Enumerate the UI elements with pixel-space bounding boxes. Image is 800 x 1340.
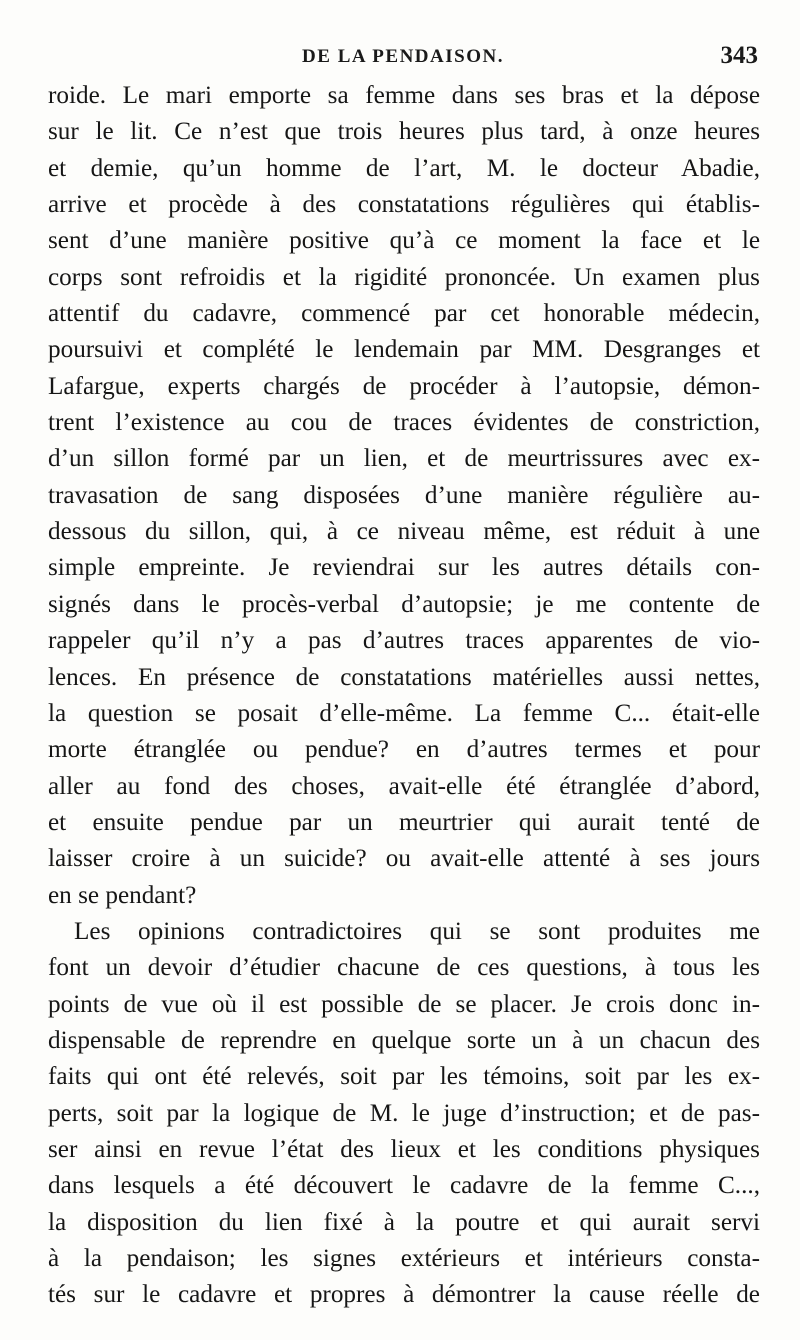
text-line: laisser croire à un suicide? ou avait-elle attenté à ses jours [48, 845, 760, 873]
body-text [48, 78, 760, 1314]
text-line: et demie, qu’un homme de l’art, M. le docteur Abadie, [48, 154, 760, 182]
text-line: dispensable de reprendre en quelque sorte un à un chacun des [48, 1026, 760, 1054]
text-line: à la pendaison; les signes extérieurs et intérieurs consta- [48, 1245, 760, 1272]
text-line: attentif du cadavre, commencé par cet honorable médecin, [48, 300, 760, 328]
text-line: rappeler qu’il n’y a pas d’autres traces apparentes de vio- [48, 627, 760, 655]
text-line: tés sur le cadavre et propres à démontrer la cause réelle de [48, 1281, 760, 1309]
text-line: trent l’existence au cou de traces évidentes de constriction, [48, 409, 760, 437]
text-line: points de vue où il est possible de se placer. Je crois donc in- [48, 990, 760, 1018]
page-number: 343 [720, 42, 758, 69]
text-line: aller au fond des choses, avait-elle été étranglée d’abord, [48, 772, 760, 800]
text-line: Lafargue, experts chargés de procéder à l’autopsie, démon- [48, 372, 760, 400]
text-line: lences. En présence de constatations matérielles aussi nettes, [48, 663, 760, 691]
text-line: la question se posait d’elle-même. La femme C... était-elle [48, 699, 760, 727]
page-header [48, 42, 758, 74]
text-line: la disposition du lien fixé à la poutre et qui aurait servi [48, 1208, 760, 1236]
text-line: simple empreinte. Je reviendrai sur les autres détails con- [48, 554, 760, 582]
text-line: perts, soit par la logique de M. le juge d’instruction; et de pas- [48, 1099, 760, 1127]
paragraph-1 [48, 78, 760, 914]
text-line: font un devoir d’étudier chacune de ces questions, à tous les [48, 954, 760, 982]
text-line: morte étranglée ou pendue? en d’autres termes et pour [48, 736, 760, 764]
text-line: Les opinions contradictoires qui se sont produites me [74, 917, 760, 945]
text-line: travasation de sang disposées d’une manière régulière au- [48, 481, 760, 509]
text-line: poursuivi et complété le lendemain par MM. Desgranges et [48, 336, 760, 364]
text-line: ser ainsi en revue l’état des lieux et les conditions physiques [48, 1135, 760, 1163]
paragraph-2 [48, 914, 760, 1314]
text-line: dans lesquels a été découvert le cadavre de la femme C..., [48, 1172, 760, 1200]
text-line: et ensuite pendue par un meurtrier qui aurait tenté de [48, 808, 760, 836]
text-line: sent d’une manière positive qu’à ce moment la face et le [48, 227, 760, 255]
text-line: dessous du sillon, qui, à ce niveau même, est réduit à une [48, 518, 760, 546]
text-line: sur le lit. Ce n’est que trois heures plus tard, à onze heures [48, 118, 760, 146]
text-line: roide. Le mari emporte sa femme dans ses bras et la dépose [48, 82, 760, 109]
running-title: DE LA PENDAISON. [302, 46, 504, 67]
text-line: faits qui ont été relevés, soit par les témoins, soit par les ex- [48, 1063, 760, 1091]
text-line: corps sont refroidis et la rigidité prononcée. Un examen plus [48, 263, 760, 291]
text-line: en se pendant? [48, 881, 197, 909]
text-line: d’un sillon formé par un lien, et de meurtrissures avec ex- [48, 445, 760, 473]
text-line: arrive et procède à des constatations régulières qui établis- [48, 191, 760, 219]
text-line: signés dans le procès-verbal d’autopsie; je me contente de [48, 590, 760, 618]
